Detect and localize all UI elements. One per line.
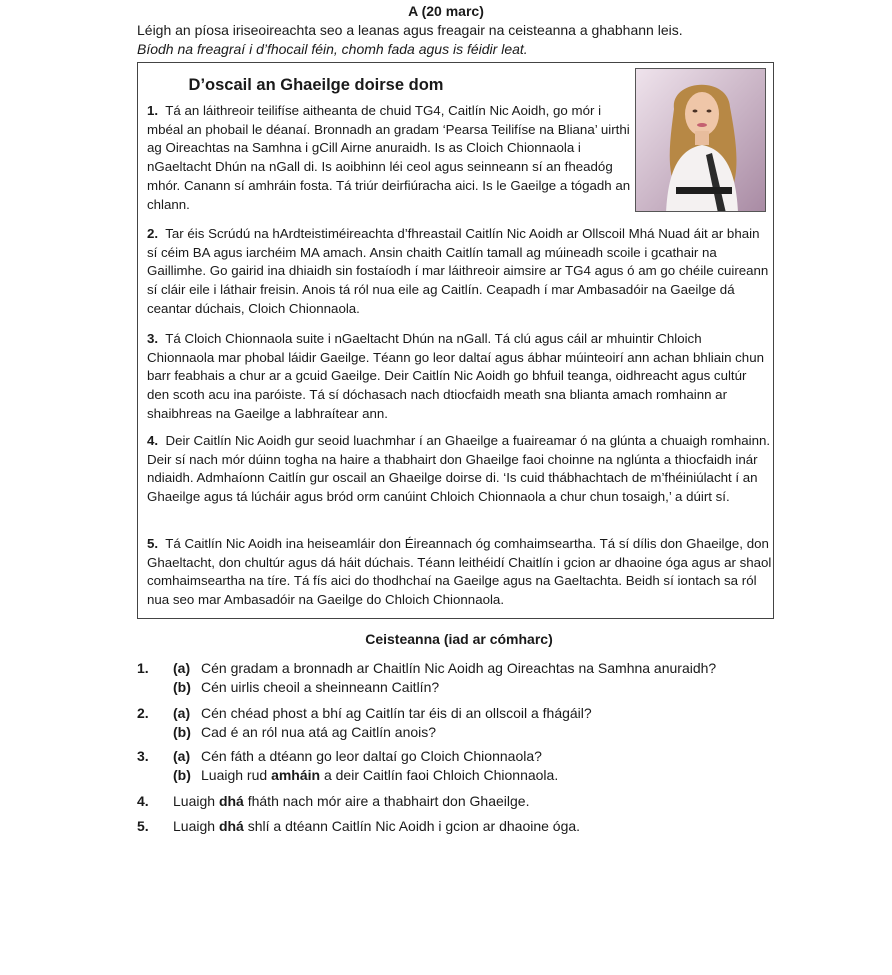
question-part-label: (b) (173, 724, 191, 740)
paragraph-text: Deir Caitlín Nic Aoidh gur seoid luachmhar í an Ghaeilge a fuaireamar ó na glúnta a chuaigh romhainn. Deir sí nach mór dúinn togha na haire a thabhairt don Ghaeilge faoi choinne na nglúnta a thiocfaidh inár ndiaidh. Admhaíonn Caitlín gur oscail an Ghaeilge doirse di. ‘Is cuid thábhachtach de m’fhéiniúlacht í an Ghaeilge agus tá lúcháir agus bród orm canúint Chloich Chionnaola a chur chun tosaigh,’ a dúirt sí. (147, 433, 771, 505)
article-title: D’oscail an Ghaeilge doirse dom (188, 76, 444, 94)
question-part-label: (a) (173, 660, 191, 676)
paragraph-text: Tá Caitlín Nic Aoidh ina heiseamláir don Éireannach óg comhaimseartha. Tá sí dílis don Ghaeilge, don Ghaeltacht, don chultúr agus dá háit dúchais. Téann leithéidí Chaitlín i gcion ar dhaoine óga agus ar shaol comhaimseartha na tíre. Tá fís aici do thodhchaí na Gaeilge agus na Gaeltachta. Beidh sí iontach sa ról nua seo mar Ambasadóir na Gaeilge do Chloich Chionnaola. (147, 536, 772, 608)
question-text: Cén fáth a dtéann go leor daltaí go Cloich Chionnaola? (201, 748, 542, 764)
portrait-image (636, 69, 766, 212)
question-number: 1. (137, 660, 149, 676)
question-text: Luaigh dhá fháth nach mór aire a thabhairt don Ghaeilge. (173, 793, 530, 809)
question-text: Cén uirlis cheoil a sheinneann Caitlín? (201, 679, 440, 695)
paragraph-number: 4. (147, 433, 159, 448)
article-paragraph-3 (147, 330, 772, 424)
paragraph-number: 5. (147, 536, 159, 551)
question-number: 3. (137, 748, 149, 764)
questions-heading: Ceisteanna (iad ar cómharc) (365, 631, 553, 647)
question-part-label: (a) (173, 748, 191, 764)
paragraph-text: Tá an láithreoir teilifíse aitheanta de chuid TG4, Caitlín Nic Aoidh, go mór i mbéal an phobail le déanaí. Bronnadh an gradam ‘Pearsa Teilifíse na Bliana’ uirthi ag Oireachtas na Samhna i gCill Airne anuraidh. Is as Cloich Chionnaola i nGaeltacht Dhún na nGall di. Is aoibhinn léi ceol agus seinneann sí an fheadóg mhór. Canann sí amhráin fosta. Tá triúr deirfiúracha aici. Is le Gaeilge a tógadh an chlann. (147, 103, 631, 212)
instruction-line: Léigh an píosa iriseoireachta seo a leanas agus freagair na ceisteanna a ghabhann leis. (137, 22, 683, 38)
question-text: Cad é an ról nua atá ag Caitlín anois? (201, 724, 437, 740)
question-text: Cén chéad phost a bhí ag Caitlín tar éis di an ollscoil a fhágáil? (201, 705, 592, 721)
question-number: 5. (137, 818, 149, 834)
instruction-italic-line: Bíodh na freagraí i d’fhocail féin, chomh fada agus is féidir leat. (137, 41, 528, 57)
paragraph-text: Tá Cloich Chionnaola suite i nGaeltacht Dhún na nGall. Tá clú agus cáil ar mhuintir Chloich Chionnaola mar phobal láidir Gaeilge. Téann go leor daltaí agus ábhar múinteoirí ann achan bhliain chun barr feabhais a chur ar a gcuid Gaeilge. Deir Caitlín Nic Aoidh go bhfuil teanga, oidhreacht agus cultúr den scoth acu ina paróiste. Tá sí dóchasach nach dtiocfaidh meath sna blianta amach romhainn ar shaibhreas na Gaeilge a labhraítear ann. (147, 331, 764, 421)
question-number: 4. (137, 793, 149, 809)
paragraph-text: Tar éis Scrúdú na hArdteistiméireachta d’fhreastail Caitlín Nic Aoidh ar Ollscoil Mhá Nuad áit ar bhain sí céim BA agus iarchéim MA amach. Ansin chaith Caitlín tamall ag múineadh scoile i gcathair na Gaillimhe. Go gairid ina dhiaidh sin fostaíodh í mar láithreoir aimsire ar TG4 agus ó am go chéile cuireann sí cláir eile i láthair freisin. Anois tá ról nua eile ag Caitlín. Ceapadh í mar Ambasadóir na Gaeilge dá ceantar dúchais, Cloich Chionnaola. (147, 226, 769, 316)
article-paragraph-2 (147, 225, 772, 319)
article-paragraph-4 (147, 432, 772, 507)
question-part-label: (b) (173, 679, 191, 695)
question-part-label: (b) (173, 767, 191, 783)
paragraph-number: 3. (147, 331, 159, 346)
paragraph-number: 1. (147, 103, 159, 118)
question-text: Cén gradam a bronnadh ar Chaitlín Nic Aoidh ag Oireachtas na Samhna anuraidh? (201, 660, 717, 676)
question-text: Luaigh rud amháin a deir Caitlín faoi Chloich Chionnaola. (201, 767, 559, 783)
question-number: 2. (137, 705, 149, 721)
question-part-label: (a) (173, 705, 191, 721)
question-text: Luaigh dhá shlí a dtéann Caitlín Nic Aoidh i gcion ar dhaoine óga. (173, 818, 581, 834)
portrait-photo (635, 68, 766, 212)
article-paragraph-5 (147, 535, 772, 610)
paragraph-number: 2. (147, 226, 159, 241)
article-paragraph-1 (147, 102, 635, 214)
section-heading: A (20 marc) (408, 3, 484, 19)
